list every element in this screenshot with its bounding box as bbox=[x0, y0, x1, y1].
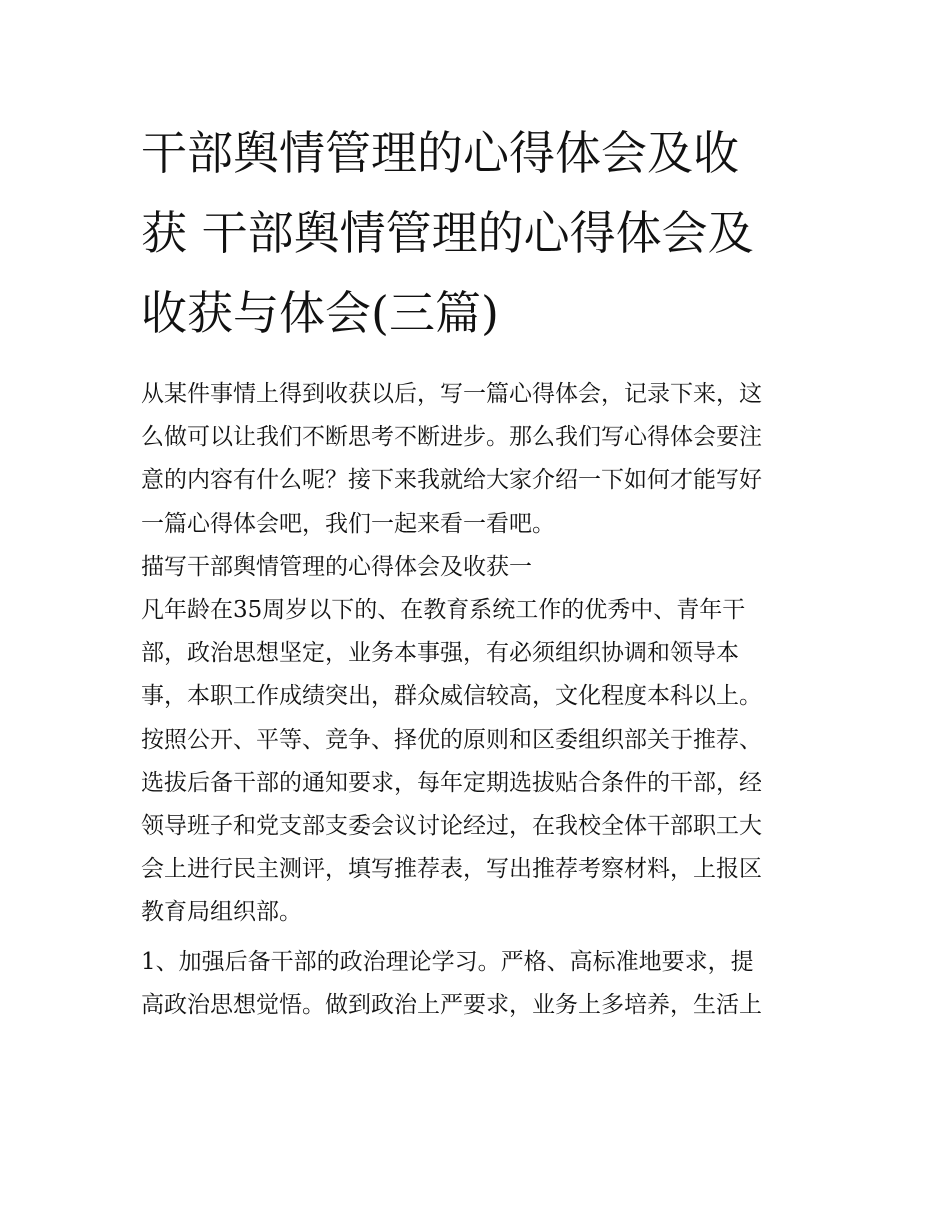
text-line: 1、加强后备干部的政治理论学习。严格、高标准地要求，提 bbox=[141, 948, 754, 975]
text-line: 事，本职工作成绩突出，群众威信较高，文化程度本科以上。 bbox=[141, 683, 762, 710]
text-line: 领导班子和党支部支委会议讨论经过，在我校全体干部职工大 bbox=[141, 813, 762, 840]
section-heading: 描写干部舆情管理的心得体会及收获一 bbox=[141, 553, 532, 580]
body-paragraph bbox=[141, 589, 813, 935]
document-page bbox=[141, 113, 813, 1027]
text-line: 教育局组织部。 bbox=[141, 899, 302, 926]
title-line: 收获与体会(三篇) bbox=[141, 286, 499, 340]
text-line: 按照公开、平等、竞争、择优的原则和区委组织部关于推荐、 bbox=[141, 726, 762, 753]
text-line: 意的内容有什么呢？接下来我就给大家介绍一下如何才能写好 bbox=[141, 467, 762, 494]
text-line: 凡年龄在35周岁以下的、在教育系统工作的优秀中、青年干 bbox=[141, 597, 746, 624]
text-line: 一篇心得体会吧，我们一起来看一看吧。 bbox=[141, 510, 555, 537]
text-line: 选拔后备干部的通知要求，每年定期选拔贴合条件的干部，经 bbox=[141, 769, 762, 796]
intro-paragraph bbox=[141, 373, 813, 546]
text-line: 从某件事情上得到收获以后，写一篇心得体会，记录下来，这 bbox=[141, 381, 762, 407]
numbered-paragraph bbox=[141, 941, 813, 1027]
text-line: 么做可以让我们不断思考不断进步。那么我们写心得体会要注 bbox=[141, 424, 762, 451]
document-body bbox=[141, 373, 813, 1027]
text-line: 高政治思想觉悟。做到政治上严要求，业务上多培养，生活上 bbox=[141, 991, 762, 1018]
document-title bbox=[141, 113, 813, 353]
text-line: 会上进行民主测评，填写推荐表，写出推荐考察材料，上报区 bbox=[141, 856, 762, 883]
title-line: 干部舆情管理的心得体会及收 bbox=[141, 126, 739, 180]
title-line: 获 干部舆情管理的心得体会及 bbox=[141, 206, 754, 260]
text-line: 部，政治思想坚定，业务本事强，有必须组织协调和领导本 bbox=[141, 640, 739, 667]
